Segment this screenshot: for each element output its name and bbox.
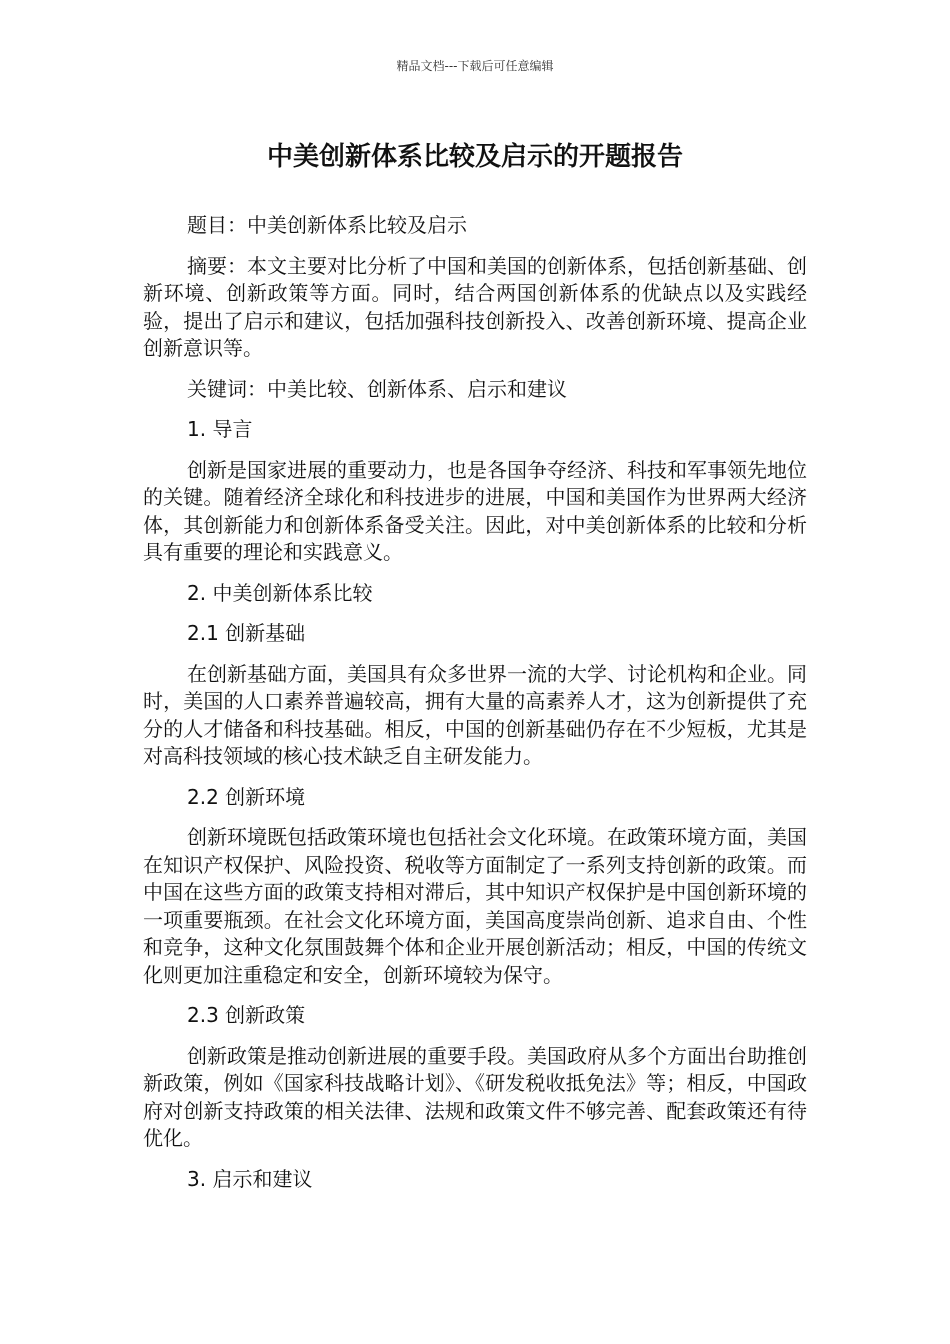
subsection-heading-2-1: 2.1 创新基础 (187, 621, 306, 645)
innovation-foundation-paragraph: 在创新基础方面，美国具有众多世界一流的大学、讨论机构和企业。同时，美国的人口素养普遍较高，拥有大量的高素养人才，这为创新提供了充分的人才储备和科技基础。相反，中国的创新基础仍存在不少短板，尤其是对高科技领域的核心技术缺乏自主研发能力。 (143, 661, 807, 768)
section-heading-3: 3. 启示和建议 (187, 1166, 313, 1191)
document-title: 中美创新体系比较及启示的开题报告 (266, 142, 683, 172)
header-note: 精品文档---下载后可任意编辑 (396, 59, 554, 73)
section-heading-1: 1. 导言 (187, 417, 253, 441)
keywords-line: 关键词：中美比较、创新体系、启示和建议 (187, 376, 567, 401)
subsection-heading-2-3: 2.3 创新政策 (187, 1003, 306, 1027)
document-body (143, 212, 807, 1206)
subsection-heading-2-2: 2.2 创新环境 (187, 784, 306, 809)
innovation-policy-paragraph: 创新政策是推动创新进展的重要手段。美国政府从多个方面出台助推创新政策，例如《国家科技战略计划》、《研发税收抵免法》等；相反，中国政府对创新支持政策的相关法律、法规和政策文件不够完善、配套政策还有待优化。 (143, 1043, 807, 1150)
intro-paragraph: 创新是国家进展的重要动力，也是各国争夺经济、科技和军事领先地位的关键。随着经济全球化和科技进步的进展，中国和美国作为世界两大经济体，其创新能力和创新体系备受关注。因此，对中美创新体系的比较和分析具有重要的理论和实践意义。 (143, 457, 807, 564)
section-heading-2: 2. 中美创新体系比较 (187, 580, 373, 605)
topic-line: 题目：中美创新体系比较及启示 (187, 213, 467, 237)
innovation-environment-paragraph: 创新环境既包括政策环境也包括社会文化环境。在政策环境方面，美国在知识产权保护、风险投资、税收等方面制定了一系列支持创新的政策。而中国在这些方面的政策支持相对滞后，其中知识产权保护是中国创新环境的一项重要瓶颈。在社会文化环境方面，美国高度崇尚创新、追求自由、个性和竞争，这种文化氛围鼓舞个体和企业开展创新活动；相反，中国的传统文化则更加注重稳定和安全，创新环境较为保守。 (143, 825, 807, 987)
abstract-paragraph: 摘要：本文主要对比分析了中国和美国的创新体系，包括创新基础、创新环境、创新政策等方面。同时，结合两国创新体系的优缺点以及实践经验，提出了启示和建议，包括加强科技创新投入、改善创新环境、提高企业创新意识等。 (143, 253, 807, 360)
